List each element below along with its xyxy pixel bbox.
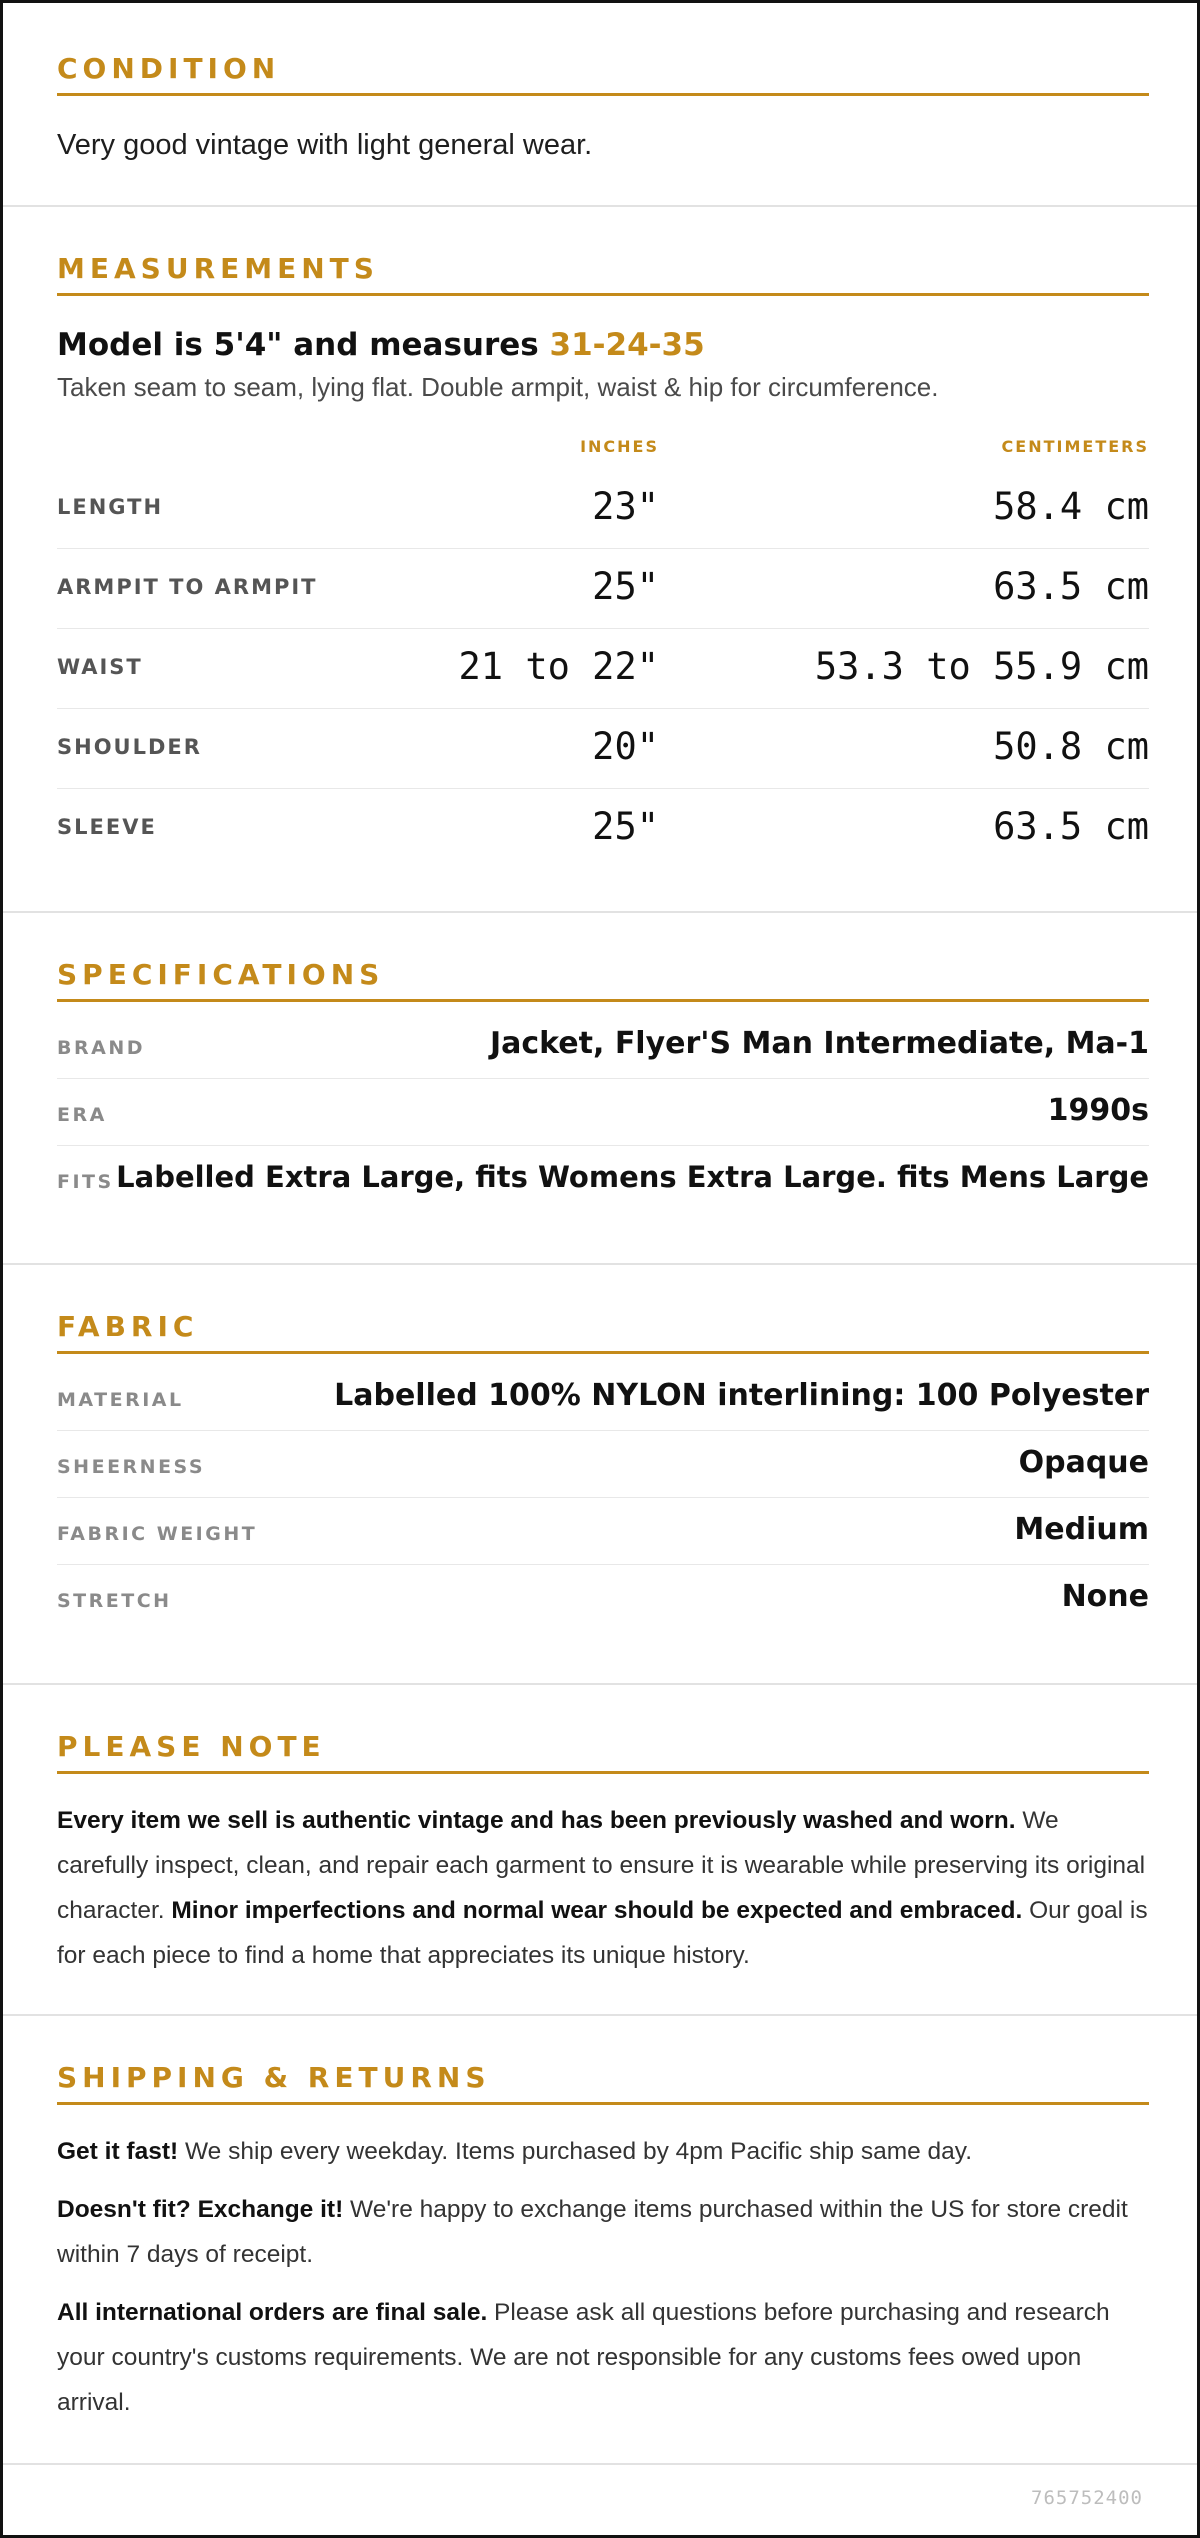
measurement-note: Taken seam to seam, lying flat. Double armpit, waist & hip for circumference. — [57, 372, 939, 402]
spec-row-era — [57, 1079, 1149, 1146]
shipping-bold-1: Get it fast! — [57, 2138, 179, 2165]
shipping-paragraph-3 — [57, 2290, 1149, 2425]
please-note-title: PLEASE NOTE — [57, 1730, 326, 1763]
measurement-cm: 63.5 cm — [993, 565, 1149, 608]
section-divider — [3, 2014, 1197, 2016]
shipping-text-1: We ship every weekday. Items purchased by 4pm Pacific ship same day. — [178, 2138, 973, 2165]
measurement-cm: 50.8 cm — [993, 725, 1149, 768]
section-divider — [3, 2463, 1197, 2465]
model-info — [57, 327, 1149, 363]
section-divider — [3, 911, 1197, 913]
measurement-inches: 23" — [592, 485, 659, 528]
measurement-cm: 58.4 cm — [993, 485, 1149, 528]
please-note-rule — [57, 1771, 1149, 1774]
section-divider — [3, 205, 1197, 207]
measurement-row-armpit — [57, 549, 1149, 629]
centimeters-header: CENTIMETERS — [1001, 437, 1149, 456]
please-note-text — [57, 1798, 1149, 1978]
fabric-label: MATERIAL — [57, 1389, 184, 1411]
model-stats: 31-24-35 — [549, 327, 705, 363]
specifications-section — [57, 953, 1149, 1213]
fabric-value: None — [1061, 1579, 1149, 1614]
note-bold-1: Every item we sell is authentic vintage and has been previously washed and worn. — [57, 1807, 1016, 1834]
fabric-row-material — [57, 1364, 1149, 1431]
section-divider — [3, 1683, 1197, 1685]
fabric-value: Opaque — [1018, 1445, 1149, 1480]
fabric-title: FABRIC — [57, 1310, 199, 1343]
note-text-1: We carefully inspect, clean, and repair each garment to ensure it is wearable while preserving its original character. — [57, 1807, 1146, 1924]
shipping-title: SHIPPING & RETURNS — [57, 2061, 491, 2094]
measurement-row-length — [57, 469, 1149, 549]
spec-label: FITS — [57, 1171, 114, 1193]
measurements-section — [57, 247, 1149, 869]
measurement-cm: 53.3 to 55.9 cm — [814, 645, 1149, 688]
condition-section — [57, 47, 1149, 162]
shipping-bold-2: Doesn't fit? Exchange it! — [57, 2196, 344, 2223]
model-prefix: Model is 5'4" and measures — [57, 327, 550, 363]
fabric-row-weight — [57, 1498, 1149, 1565]
spec-label: BRAND — [57, 1037, 145, 1059]
fabric-label: SHEERNESS — [57, 1456, 206, 1478]
measurement-inches: 20" — [592, 725, 659, 768]
spec-label: ERA — [57, 1104, 107, 1126]
measurements-rule — [57, 293, 1149, 296]
measurement-label: SHOULDER — [57, 735, 202, 759]
measurement-label: LENGTH — [57, 495, 164, 519]
shipping-paragraph-2 — [57, 2187, 1149, 2277]
measurement-column-headers — [57, 429, 1149, 469]
spec-value: 1990s — [1047, 1093, 1149, 1128]
measurement-row-shoulder — [57, 709, 1149, 789]
reference-id: 765752400 — [1031, 2487, 1143, 2509]
spec-row-brand — [57, 1012, 1149, 1079]
shipping-text-3: Please ask all questions before purchasing and research your country's customs requirements. We are not responsible for any customs fees owed upon arrival. — [57, 2299, 1110, 2416]
measurement-label: ARMPIT TO ARMPIT — [57, 575, 318, 599]
shipping-paragraph-1 — [57, 2129, 1149, 2174]
shipping-rule — [57, 2102, 1149, 2105]
inches-header: INCHES — [580, 437, 659, 456]
fabric-label: STRETCH — [57, 1590, 172, 1612]
measurement-inches: 21 to 22" — [458, 645, 659, 688]
shipping-section — [57, 2056, 1149, 2425]
specifications-title: SPECIFICATIONS — [57, 958, 385, 991]
spec-value: Jacket, Flyer'S Man Intermediate, Ma-1 — [489, 1026, 1149, 1061]
fabric-row-sheerness — [57, 1431, 1149, 1498]
fabric-section — [57, 1305, 1149, 1632]
spec-value: Labelled Extra Large, fits Womens Extra Large. fits Mens Large — [116, 1160, 1149, 1194]
fabric-value: Medium — [1014, 1512, 1149, 1547]
measurement-inches: 25" — [592, 565, 659, 608]
note-bold-2: Minor imperfections and normal wear should be expected and embraced. — [171, 1897, 1023, 1924]
measurements-title: MEASUREMENTS — [57, 252, 379, 285]
condition-rule — [57, 93, 1149, 96]
measurement-cm: 63.5 cm — [993, 805, 1149, 848]
measurement-label: WAIST — [57, 655, 143, 679]
shipping-text-2: We're happy to exchange items purchased within the US for store credit within 7 days of receipt. — [57, 2196, 1128, 2268]
measurement-row-sleeve — [57, 789, 1149, 869]
please-note-section — [57, 1725, 1149, 1978]
section-divider — [3, 1263, 1197, 1265]
measurement-inches: 25" — [592, 805, 659, 848]
measurement-row-waist — [57, 629, 1149, 709]
condition-title: CONDITION — [57, 52, 281, 85]
note-text-2: Our goal is for each piece to find a home that appreciates its unique history. — [57, 1897, 1148, 1969]
fabric-label: FABRIC WEIGHT — [57, 1523, 258, 1545]
condition-text: Very good vintage with light general wear. — [57, 129, 593, 161]
fabric-value: Labelled 100% NYLON interlining: 100 Polyester — [334, 1378, 1149, 1413]
measurement-label: SLEEVE — [57, 815, 157, 839]
fabric-row-stretch — [57, 1565, 1149, 1632]
shipping-bold-3: All international orders are final sale. — [57, 2299, 488, 2326]
spec-row-fits — [57, 1146, 1149, 1213]
